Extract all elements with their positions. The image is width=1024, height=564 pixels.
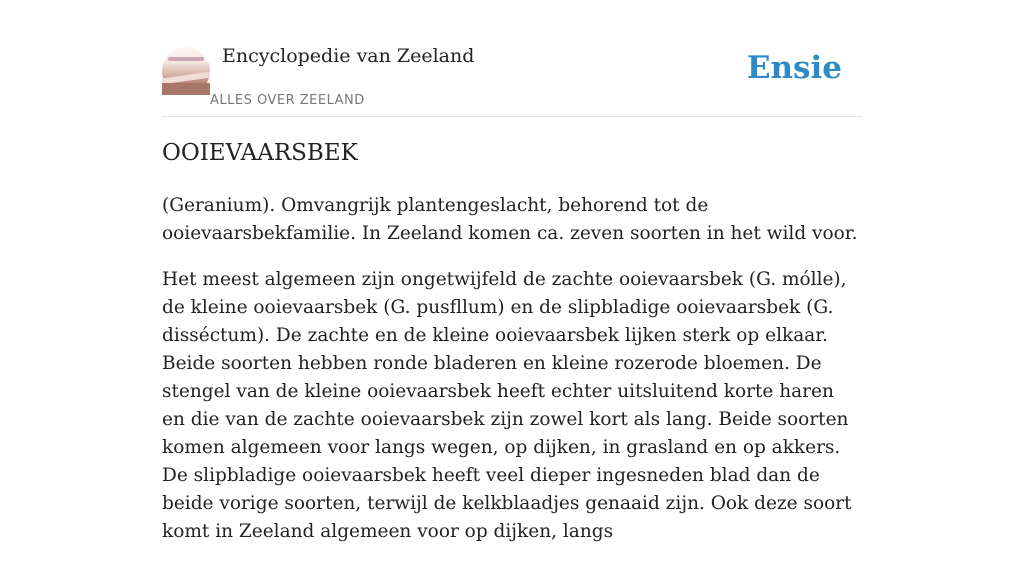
site-tagline: ALLES OVER ZEELAND (210, 93, 365, 108)
ensie-logo-link[interactable]: Ensie (746, 50, 842, 86)
avatar-detail (162, 83, 210, 95)
article-paragraph: (Geranium). Omvangrijk plantengeslacht, behorend tot de ooievaarsbekfamilie. In Zeeland komen ca. zeven soorten in het wild voor. (162, 195, 858, 244)
article-title: OOIEVAARSBEK (162, 140, 358, 166)
article-body (162, 192, 862, 564)
site-header (162, 0, 862, 117)
avatar-detail (168, 57, 204, 61)
site-title-link[interactable]: Encyclopedie van Zeeland (222, 45, 475, 67)
site-avatar[interactable] (162, 47, 210, 95)
article-paragraph: Het meest algemeen zijn ongetwijfeld de zachte ooievaarsbek (G. mólle), de kleine ooievaarsbek (G. pusfllum) en de slipbladige ooievaarsbek (G. disséctum). De zachte en de kleine ooievaarsbek lijken sterk op elkaar. Beide soorten hebben ronde bladeren en kleine rozerode bloemen. De stengel van de kleine ooievaarsbek heeft echter uitsluitend korte haren en die van de zachte ooievaarsbek zijn zowel kort als lang. Beide soorten komen algemeen voor langs wegen, op dijken, in grasland en op akkers. De slipbladige ooievaarsbek heeft veel dieper ingesneden blad dan de beide vorige soorten, terwijl de kelkblaadjes genaaid zijn. Ook deze soort komt in Zeeland algemeen voor op dijken, langs (162, 269, 852, 542)
